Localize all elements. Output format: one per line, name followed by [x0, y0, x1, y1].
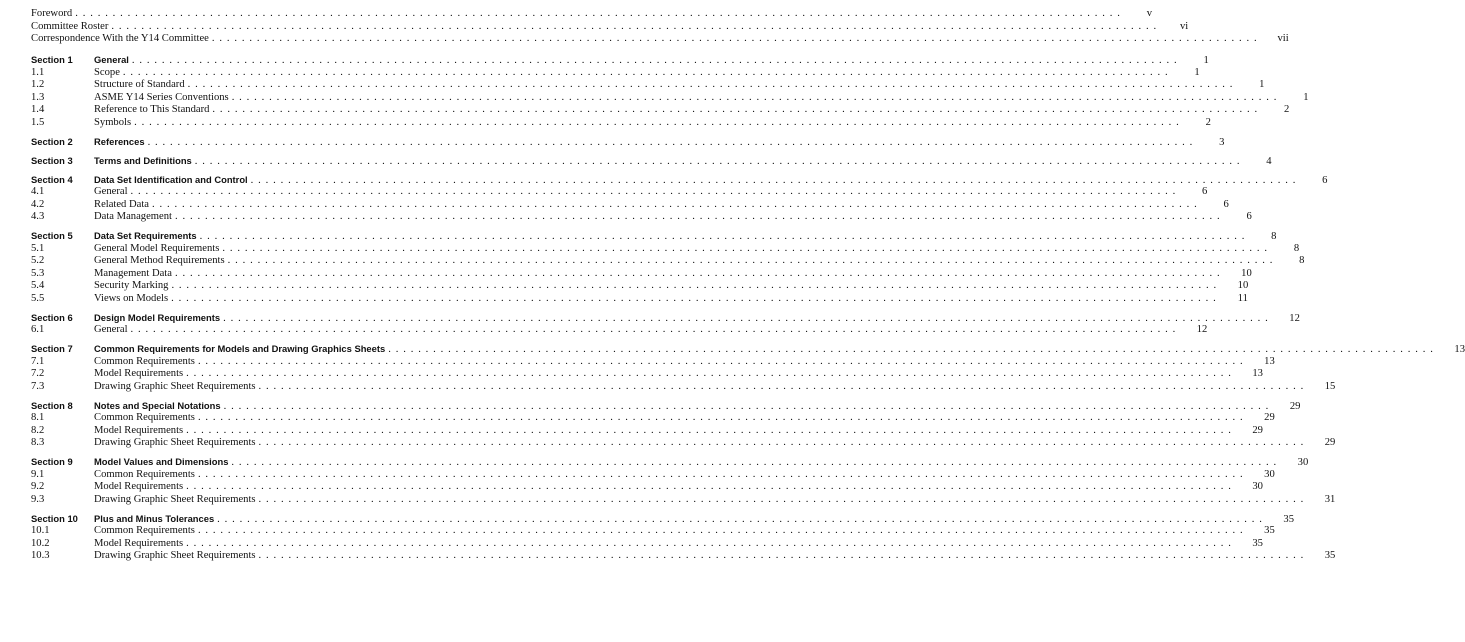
entry-number: 1.4 [31, 104, 45, 115]
entry-title: Notes and Special Notations [94, 399, 221, 411]
toc-section-entry[interactable] [31, 343, 1465, 356]
entry-title: Common Requirements for Models and Drawing Graphics Sheets [94, 343, 386, 354]
entry-number: 10.2 [31, 537, 50, 549]
entry-number: Section 7 [31, 343, 73, 354]
entry-page-number: 12 [1289, 312, 1300, 324]
entry-number: 8.1 [31, 412, 45, 423]
entry-number: 9.2 [31, 481, 45, 492]
entry-number: 8.3 [31, 437, 45, 448]
dot-leader: . . . . . . . . . . . . . . . . . . . . . . . . . . . . . . . . . . . . . . . . . . . . . . . . . . . . . . . . . . . . . . . . . . . . . . . . . . . . . . . . . . . . . . . . . . . . . . . . . . . . . . . . . . . . . . . . . . . . . . . . . . . . . . . . . . . . . . . . . . . . [134, 116, 1180, 128]
toc-subsection-entry[interactable] [31, 550, 1336, 563]
dot-leader: . . . . . . . . . . . . . . . . . . . . . . . . . . . . . . . . . . . . . . . . . . . . . . . . . . . . . . . . . . . . . . . . . . . . . . . . . . . . . . . . . . . . . . . . . . . . . . . . . . . . . . . . . . . . . . . . . . . . . . . . . . . . . . . . . . . . . . . . . . . . [223, 312, 1269, 324]
entry-page-number: 6 [1246, 211, 1252, 222]
entry-page-number: 13 [1264, 355, 1275, 367]
entry-number: 6.1 [31, 324, 45, 335]
dot-leader: . . . . . . . . . . . . . . . . . . . . . . . . . . . . . . . . . . . . . . . . . . . . . . . . . . . . . . . . . . . . . . . . . . . . . . . . . . . . . . . . . . . . . . . . . . . . . . . . . . . . . . . . . . . . . . . . . . . . . . . . . . . . . . . . . . . . . . . . . . . . [197, 468, 1244, 480]
entry-page-number: 10 [1237, 280, 1249, 291]
dot-leader: . . . . . . . . . . . . . . . . . . . . . . . . . . . . . . . . . . . . . . . . . . . . . . . . . . . . . . . . . . . . . . . . . . . . . . . . . . . . . . . . . . . . . . . . . . . . . . . . . . . . . . . . . . . . . . . . . . . . . . . . . . . . . . . . . . . . . . . . . . . . [388, 344, 1435, 355]
dot-leader: . . . . . . . . . . . . . . . . . . . . . . . . . . . . . . . . . . . . . . . . . . . . . . . . . . . . . . . . . . . . . . . . . . . . . . . . . . . . . . . . . . . . . . . . . . . . . . . . . . . . . . . . . . . . . . . . . . . . . . . . . . . . . . . . . . . . . . . . . . . . [186, 368, 1232, 379]
toc-subsection-entry[interactable] [31, 437, 1336, 450]
toc-subsection-entry[interactable] [31, 255, 1305, 268]
dot-leader: . . . . . . . . . . . . . . . . . . . . . . . . . . . . . . . . . . . . . . . . . . . . . . . . . . . . . . . . . . . . . . . . . . . . . . . . . . . . . . . . . . . . . . . . . . . . . . . . . . . . . . . . . . . . . . . . . . . . . . . . . . . . . . . . . . . . . . . . . . . . [222, 242, 1269, 254]
toc-subsection-entry[interactable] [31, 186, 1208, 199]
entry-title: Common Requirements [94, 525, 195, 536]
dot-leader: . . . . . . . . . . . . . . . . . . . . . . . . . . . . . . . . . . . . . . . . . . . . . . . . . . . . . . . . . . . . . . . . . . . . . . . . . . . . . . . . . . . . . . . . . . . . . . . . . . . . . . . . . . . . . . . . . . . . . . . . . . . . . . . . . . . . . . . . . . . . [130, 186, 1177, 197]
dot-leader: . . . . . . . . . . . . . . . . . . . . . . . . . . . . . . . . . . . . . . . . . . . . . . . . . . . . . . . . . . . . . . . . . . . . . . . . . . . . . . . . . . . . . . . . . . . . . . . . . . . . . . . . . . . . . . . . . . . . . . . . . . . . . . . . . . . . . . . . . . . . [174, 211, 1221, 222]
dot-leader: . . . . . . . . . . . . . . . . . . . . . . . . . . . . . . . . . . . . . . . . . . . . . . . . . . . . . . . . . . . . . . . . . . . . . . . . . . . . . . . . . . . . . . . . . . . . . . . . . . . . . . . . . . . . . . . . . . . . . . . . . . . . . . . . . . . . . . . . . . . . [197, 525, 1244, 536]
toc-front-entry[interactable] [31, 33, 1289, 46]
entry-page-number: 6 [1322, 174, 1328, 186]
entry-title: Model Requirements [94, 368, 184, 379]
entry-page-number: 31 [1324, 493, 1336, 505]
entry-title: ASME Y14 Series Conventions [94, 91, 229, 103]
toc-subsection-entry[interactable] [31, 368, 1263, 381]
toc-subsection-entry[interactable] [31, 380, 1336, 394]
entry-number: 10.3 [31, 550, 50, 561]
entry-page-number: 2 [1283, 104, 1290, 115]
dot-leader: . . . . . . . . . . . . . . . . . . . . . . . . . . . . . . . . . . . . . . . . . . . . . . . . . . . . . . . . . . . . . . . . . . . . . . . . . . . . . . . . . . . . . . . . . . . . . . . . . . . . . . . . . . . . . . . . . . . . . . . . . . . . . . . . . . . . . . . . . . . . [187, 79, 1234, 90]
dot-leader: . . . . . . . . . . . . . . . . . . . . . . . . . . . . . . . . . . . . . . . . . . . . . . . . . . . . . . . . . . . . . . . . . . . . . . . . . . . . . . . . . . . . . . . . . . . . . . . . . . . . . . . . . . . . . . . . . . . . . . . . . . . . . . . . . . . . . . . . . . . . [75, 8, 1122, 19]
entry-number: Section 5 [31, 230, 73, 241]
entry-page-number: 35 [1264, 525, 1275, 536]
dot-leader: . . . . . . . . . . . . . . . . . . . . . . . . . . . . . . . . . . . . . . . . . . . . . . . . . . . . . . . . . . . . . . . . . . . . . . . . . . . . . . . . . . . . . . . . . . . . . . . . . . . . . . . . . . . . . . . . . . . . . . . . . . . . . . . . . . . . . . . . . . . . [231, 457, 1278, 468]
entry-title: Drawing Graphic Sheet Requirements [94, 550, 256, 561]
entry-number: 5.1 [31, 242, 45, 254]
dot-leader: . . . . . . . . . . . . . . . . . . . . . . . . . . . . . . . . . . . . . . . . . . . . . . . . . . . . . . . . . . . . . . . . . . . . . . . . . . . . . . . . . . . . . . . . . . . . . . . . . . . . . . . . . . . . . . . . . . . . . . . . . . . . . . . . . . . . . . . . . . . . [217, 513, 1263, 525]
entry-title: General Method Requirements [94, 255, 225, 266]
toc-section-entry[interactable] [31, 311, 1300, 325]
dot-leader: . . . . . . . . . . . . . . . . . . . . . . . . . . . . . . . . . . . . . . . . . . . . . . . . . . . . . . . . . . . . . . . . . . . . . . . . . . . . . . . . . . . . . . . . . . . . . . . . . . . . . . . . . . . . . . . . . . . . . . . . . . . . . . . . . . . . . . . . . . . . [258, 380, 1305, 392]
entry-page-number: 29 [1289, 400, 1301, 412]
entry-title: Security Marking [94, 280, 169, 291]
entry-title: Management Data [94, 267, 172, 279]
entry-number: 10.1 [31, 525, 50, 536]
toc-subsection-entry[interactable] [31, 355, 1275, 369]
entry-number: 9.3 [31, 493, 45, 505]
entry-title: Plus and Minus Tolerances [94, 512, 215, 524]
dot-leader: . . . . . . . . . . . . . . . . . . . . . . . . . . . . . . . . . . . . . . . . . . . . . . . . . . . . . . . . . . . . . . . . . . . . . . . . . . . . . . . . . . . . . . . . . . . . . . . . . . . . . . . . . . . . . . . . . . . . . . . . . . . . . . . . . . . . . . . . . . . . [223, 400, 1270, 412]
entry-page-number: 6 [1223, 198, 1229, 210]
entry-title: Drawing Graphic Sheet Requirements [94, 493, 256, 505]
entry-page-number: 1 [1303, 91, 1309, 103]
entry-title: Data Set Requirements [94, 230, 197, 241]
entry-title: Model Requirements [94, 424, 184, 436]
toc-subsection-entry[interactable] [31, 468, 1275, 482]
dot-leader: . . . . . . . . . . . . . . . . . . . . . . . . . . . . . . . . . . . . . . . . . . . . . . . . . . . . . . . . . . . . . . . . . . . . . . . . . . . . . . . . . . . . . . . . . . . . . . . . . . . . . . . . . . . . . . . . . . . . . . . . . . . . . . . . . . . . . . . . . . . . [194, 155, 1241, 167]
entry-page-number: 29 [1252, 424, 1263, 436]
dot-leader: . . . . . . . . . . . . . . . . . . . . . . . . . . . . . . . . . . . . . . . . . . . . . . . . . . . . . . . . . . . . . . . . . . . . . . . . . . . . . . . . . . . . . . . . . . . . . . . . . . . . . . . . . . . . . . . . . . . . . . . . . . . . . . . . . . . . . . . . . . . . [147, 136, 1194, 148]
entry-page-number: 8 [1293, 242, 1300, 254]
entry-title: Data Set Identification and Control [94, 173, 248, 185]
entry-page-number: 12 [1196, 324, 1208, 335]
entry-number: 5.3 [31, 267, 45, 279]
entry-page-number: 3 [1219, 136, 1225, 148]
toc-subsection-entry[interactable] [31, 537, 1263, 551]
entry-page-number: 29 [1324, 437, 1336, 448]
entry-title: References [94, 135, 145, 147]
entry-number: 7.3 [31, 380, 45, 392]
entry-page-number: 29 [1264, 412, 1275, 423]
toc-subsection-entry[interactable] [31, 412, 1275, 425]
toc-front-entry[interactable] [31, 20, 1189, 34]
dot-leader: . . . . . . . . . . . . . . . . . . . . . . . . . . . . . . . . . . . . . . . . . . . . . . . . . . . . . . . . . . . . . . . . . . . . . . . . . . . . . . . . . . . . . . . . . . . . . . . . . . . . . . . . . . . . . . . . . . . . . . . . . . . . . . . . . . . . . . . . . . . . [186, 537, 1232, 549]
entry-page-number: 13 [1252, 368, 1263, 379]
entry-title: Model Values and Dimensions [94, 456, 229, 467]
dot-leader: . . . . . . . . . . . . . . . . . . . . . . . . . . . . . . . . . . . . . . . . . . . . . . . . . . . . . . . . . . . . . . . . . . . . . . . . . . . . . . . . . . . . . . . . . . . . . . . . . . . . . . . . . . . . . . . . . . . . . . . . . . . . . . . . . . . . . . . . . . . . [212, 104, 1259, 115]
entry-title: Views on Models [94, 292, 169, 304]
entry-title: Symbols [94, 116, 132, 128]
entry-title: General [94, 324, 128, 335]
entry-number: Section 2 [31, 135, 73, 147]
entry-page-number: 4 [1266, 155, 1272, 167]
entry-title: Drawing Graphic Sheet Requirements [94, 380, 256, 392]
toc-subsection-entry[interactable] [31, 79, 1265, 92]
entry-number: 1.2 [31, 79, 45, 90]
entry-title: General [94, 54, 129, 65]
entry-number: 4.2 [31, 198, 45, 210]
entry-number: 5.4 [31, 280, 45, 291]
toc-subsection-entry[interactable] [31, 211, 1252, 224]
entry-number: Section 1 [31, 54, 73, 65]
entry-number: Section 9 [31, 456, 73, 467]
toc-section-entry[interactable] [31, 512, 1294, 526]
entry-title: Common Requirements [94, 412, 195, 423]
dot-leader: . . . . . . . . . . . . . . . . . . . . . . . . . . . . . . . . . . . . . . . . . . . . . . . . . . . . . . . . . . . . . . . . . . . . . . . . . . . . . . . . . . . . . . . . . . . . . . . . . . . . . . . . . . . . . . . . . . . . . . . . . . . . . . . . . . . . . . . . . . . . [111, 20, 1158, 32]
toc-subsection-entry[interactable] [31, 116, 1211, 130]
entry-page-number: 8 [1299, 255, 1305, 266]
entry-number: 7.2 [31, 368, 45, 379]
entry-page-number: 6 [1202, 186, 1208, 197]
toc-subsection-entry[interactable] [31, 493, 1336, 507]
section-spacer [31, 46, 495, 55]
dot-leader: . . . . . . . . . . . . . . . . . . . . . . . . . . . . . . . . . . . . . . . . . . . . . . . . . . . . . . . . . . . . . . . . . . . . . . . . . . . . . . . . . . . . . . . . . . . . . . . . . . . . . . . . . . . . . . . . . . . . . . . . . . . . . . . . . . . . . . . . . . . . [211, 33, 1258, 44]
dot-leader: . . . . . . . . . . . . . . . . . . . . . . . . . . . . . . . . . . . . . . . . . . . . . . . . . . . . . . . . . . . . . . . . . . . . . . . . . . . . . . . . . . . . . . . . . . . . . . . . . . . . . . . . . . . . . . . . . . . . . . . . . . . . . . . . . . . . . . . . . . . . [231, 91, 1278, 103]
dot-leader: . . . . . . . . . . . . . . . . . . . . . . . . . . . . . . . . . . . . . . . . . . . . . . . . . . . . . . . . . . . . . . . . . . . . . . . . . . . . . . . . . . . . . . . . . . . . . . . . . . . . . . . . . . . . . . . . . . . . . . . . . . . . . . . . . . . . . . . . . . . . [250, 174, 1297, 186]
dot-leader: . . . . . . . . . . . . . . . . . . . . . . . . . . . . . . . . . . . . . . . . . . . . . . . . . . . . . . . . . . . . . . . . . . . . . . . . . . . . . . . . . . . . . . . . . . . . . . . . . . . . . . . . . . . . . . . . . . . . . . . . . . . . . . . . . . . . . . . . . . . . [130, 324, 1177, 335]
entry-title: Common Requirements [94, 355, 195, 367]
dot-leader: . . . . . . . . . . . . . . . . . . . . . . . . . . . . . . . . . . . . . . . . . . . . . . . . . . . . . . . . . . . . . . . . . . . . . . . . . . . . . . . . . . . . . . . . . . . . . . . . . . . . . . . . . . . . . . . . . . . . . . . . . . . . . . . . . . . . . . . . . . . . [186, 424, 1232, 436]
entry-title: Correspondence With the Y14 Committee [31, 33, 209, 44]
toc-section-entry[interactable] [31, 135, 1225, 149]
toc-section-entry[interactable] [31, 230, 1277, 243]
entry-number: 4.1 [31, 186, 45, 197]
dot-leader: . . . . . . . . . . . . . . . . . . . . . . . . . . . . . . . . . . . . . . . . . . . . . . . . . . . . . . . . . . . . . . . . . . . . . . . . . . . . . . . . . . . . . . . . . . . . . . . . . . . . . . . . . . . . . . . . . . . . . . . . . . . . . . . . . . . . . . . . . . . . [258, 437, 1305, 448]
entry-title: Data Management [94, 211, 172, 222]
entry-number: Section 8 [31, 399, 73, 411]
entry-title: Drawing Graphic Sheet Requirements [94, 437, 256, 448]
entry-page-number: vii [1277, 33, 1289, 44]
entry-title: Scope [94, 66, 120, 78]
dot-leader: . . . . . . . . . . . . . . . . . . . . . . . . . . . . . . . . . . . . . . . . . . . . . . . . . . . . . . . . . . . . . . . . . . . . . . . . . . . . . . . . . . . . . . . . . . . . . . . . . . . . . . . . . . . . . . . . . . . . . . . . . . . . . . . . . . . . . . . . . . . . [174, 267, 1221, 279]
toc-section-entry[interactable] [31, 154, 1272, 168]
dot-leader: . . . . . . . . . . . . . . . . . . . . . . . . . . . . . . . . . . . . . . . . . . . . . . . . . . . . . . . . . . . . . . . . . . . . . . . . . . . . . . . . . . . . . . . . . . . . . . . . . . . . . . . . . . . . . . . . . . . . . . . . . . . . . . . . . . . . . . . . . . . . [171, 280, 1218, 291]
entry-title: Related Data [94, 198, 150, 210]
entry-page-number: 2 [1205, 116, 1211, 128]
entry-number: 9.1 [31, 468, 45, 480]
entry-title: Committee Roster [31, 20, 109, 32]
entry-page-number: v [1146, 8, 1153, 19]
entry-page-number: 35 [1324, 550, 1336, 561]
dot-leader: . . . . . . . . . . . . . . . . . . . . . . . . . . . . . . . . . . . . . . . . . . . . . . . . . . . . . . . . . . . . . . . . . . . . . . . . . . . . . . . . . . . . . . . . . . . . . . . . . . . . . . . . . . . . . . . . . . . . . . . . . . . . . . . . . . . . . . . . . . . . [131, 55, 1178, 66]
entry-title: General Model Requirements [94, 242, 220, 254]
dot-leader: . . . . . . . . . . . . . . . . . . . . . . . . . . . . . . . . . . . . . . . . . . . . . . . . . . . . . . . . . . . . . . . . . . . . . . . . . . . . . . . . . . . . . . . . . . . . . . . . . . . . . . . . . . . . . . . . . . . . . . . . . . . . . . . . . . . . . . . . . . . . [152, 198, 1198, 210]
dot-leader: . . . . . . . . . . . . . . . . . . . . . . . . . . . . . . . . . . . . . . . . . . . . . . . . . . . . . . . . . . . . . . . . . . . . . . . . . . . . . . . . . . . . . . . . . . . . . . . . . . . . . . . . . . . . . . . . . . . . . . . . . . . . . . . . . . . . . . . . . . . . [258, 550, 1305, 561]
entry-page-number: 1 [1203, 55, 1209, 66]
toc-subsection-entry[interactable] [31, 280, 1249, 293]
entry-page-number: vi [1179, 20, 1189, 32]
toc-subsection-entry[interactable] [31, 104, 1290, 117]
toc-subsection-entry[interactable] [31, 292, 1248, 306]
entry-page-number: 30 [1252, 481, 1263, 492]
entry-title: Design Model Requirements [94, 311, 221, 323]
entry-number: Section 3 [31, 154, 73, 166]
entry-title: Foreword [31, 8, 73, 19]
dot-leader: . . . . . . . . . . . . . . . . . . . . . . . . . . . . . . . . . . . . . . . . . . . . . . . . . . . . . . . . . . . . . . . . . . . . . . . . . . . . . . . . . . . . . . . . . . . . . . . . . . . . . . . . . . . . . . . . . . . . . . . . . . . . . . . . . . . . . . . . . . . . [122, 66, 1169, 78]
entry-title: Common Requirements [94, 468, 195, 480]
entry-page-number: 35 [1283, 513, 1294, 525]
dot-leader: . . . . . . . . . . . . . . . . . . . . . . . . . . . . . . . . . . . . . . . . . . . . . . . . . . . . . . . . . . . . . . . . . . . . . . . . . . . . . . . . . . . . . . . . . . . . . . . . . . . . . . . . . . . . . . . . . . . . . . . . . . . . . . . . . . . . . . . . . . . . [227, 255, 1274, 266]
dot-leader: . . . . . . . . . . . . . . . . . . . . . . . . . . . . . . . . . . . . . . . . . . . . . . . . . . . . . . . . . . . . . . . . . . . . . . . . . . . . . . . . . . . . . . . . . . . . . . . . . . . . . . . . . . . . . . . . . . . . . . . . . . . . . . . . . . . . . . . . . . . . [186, 481, 1232, 492]
entry-number: Section 6 [31, 311, 73, 323]
toc-subsection-entry[interactable] [31, 91, 1309, 105]
table-of-contents [31, 8, 1465, 563]
entry-number: 1.5 [31, 116, 45, 128]
toc-subsection-entry[interactable] [31, 424, 1263, 438]
toc-subsection-entry[interactable] [31, 242, 1300, 256]
entry-page-number: 30 [1297, 457, 1309, 468]
dot-leader: . . . . . . . . . . . . . . . . . . . . . . . . . . . . . . . . . . . . . . . . . . . . . . . . . . . . . . . . . . . . . . . . . . . . . . . . . . . . . . . . . . . . . . . . . . . . . . . . . . . . . . . . . . . . . . . . . . . . . . . . . . . . . . . . . . . . . . . . . . . . [197, 412, 1244, 423]
entry-number: 5.2 [31, 255, 45, 266]
toc-section-entry[interactable] [31, 399, 1301, 413]
toc-subsection-entry[interactable] [31, 525, 1275, 538]
entry-page-number: 35 [1252, 537, 1263, 549]
toc-subsection-entry[interactable] [31, 324, 1208, 337]
entry-number: 1.1 [31, 66, 45, 78]
toc-subsection-entry[interactable] [31, 198, 1229, 212]
entry-title: Model Requirements [94, 481, 184, 492]
sections-list [31, 46, 1465, 563]
entry-number: Section 10 [31, 512, 78, 524]
entry-title: Terms and Definitions [94, 154, 192, 166]
entry-number: 4.3 [31, 211, 45, 222]
dot-leader: . . . . . . . . . . . . . . . . . . . . . . . . . . . . . . . . . . . . . . . . . . . . . . . . . . . . . . . . . . . . . . . . . . . . . . . . . . . . . . . . . . . . . . . . . . . . . . . . . . . . . . . . . . . . . . . . . . . . . . . . . . . . . . . . . . . . . . . . . . . . [197, 355, 1244, 367]
entry-page-number: 13 [1454, 344, 1465, 355]
toc-section-entry[interactable] [31, 456, 1309, 469]
entry-number: Section 4 [31, 173, 73, 185]
toc-subsection-entry[interactable] [31, 481, 1263, 494]
toc-front-entry[interactable] [31, 8, 1153, 21]
entry-title: Model Requirements [94, 537, 184, 549]
entry-page-number: 15 [1324, 380, 1336, 392]
toc-section-entry[interactable] [31, 173, 1328, 187]
entry-page-number: 8 [1271, 231, 1277, 242]
entry-number: 1.3 [31, 91, 45, 103]
entry-page-number: 1 [1194, 66, 1200, 78]
toc-section-entry[interactable] [31, 54, 1209, 67]
entry-page-number: 1 [1259, 79, 1265, 90]
entry-page-number: 30 [1264, 468, 1275, 480]
toc-subsection-entry[interactable] [31, 66, 1200, 80]
entry-page-number: 11 [1237, 292, 1248, 304]
entry-number: 7.1 [31, 355, 45, 367]
toc-subsection-entry[interactable] [31, 267, 1252, 281]
dot-leader: . . . . . . . . . . . . . . . . . . . . . . . . . . . . . . . . . . . . . . . . . . . . . . . . . . . . . . . . . . . . . . . . . . . . . . . . . . . . . . . . . . . . . . . . . . . . . . . . . . . . . . . . . . . . . . . . . . . . . . . . . . . . . . . . . . . . . . . . . . . . [199, 231, 1246, 242]
entry-title: Reference to This Standard [94, 104, 210, 115]
entry-title: General [94, 186, 128, 197]
entry-page-number: 10 [1241, 267, 1252, 279]
entry-number: 8.2 [31, 424, 45, 436]
front-matter [31, 8, 1289, 46]
entry-title: Structure of Standard [94, 79, 185, 90]
entry-number: 5.5 [31, 292, 45, 304]
dot-leader: . . . . . . . . . . . . . . . . . . . . . . . . . . . . . . . . . . . . . . . . . . . . . . . . . . . . . . . . . . . . . . . . . . . . . . . . . . . . . . . . . . . . . . . . . . . . . . . . . . . . . . . . . . . . . . . . . . . . . . . . . . . . . . . . . . . . . . . . . . . . [258, 493, 1305, 505]
dot-leader: . . . . . . . . . . . . . . . . . . . . . . . . . . . . . . . . . . . . . . . . . . . . . . . . . . . . . . . . . . . . . . . . . . . . . . . . . . . . . . . . . . . . . . . . . . . . . . . . . . . . . . . . . . . . . . . . . . . . . . . . . . . . . . . . . . . . . . . . . . . . [171, 292, 1217, 304]
